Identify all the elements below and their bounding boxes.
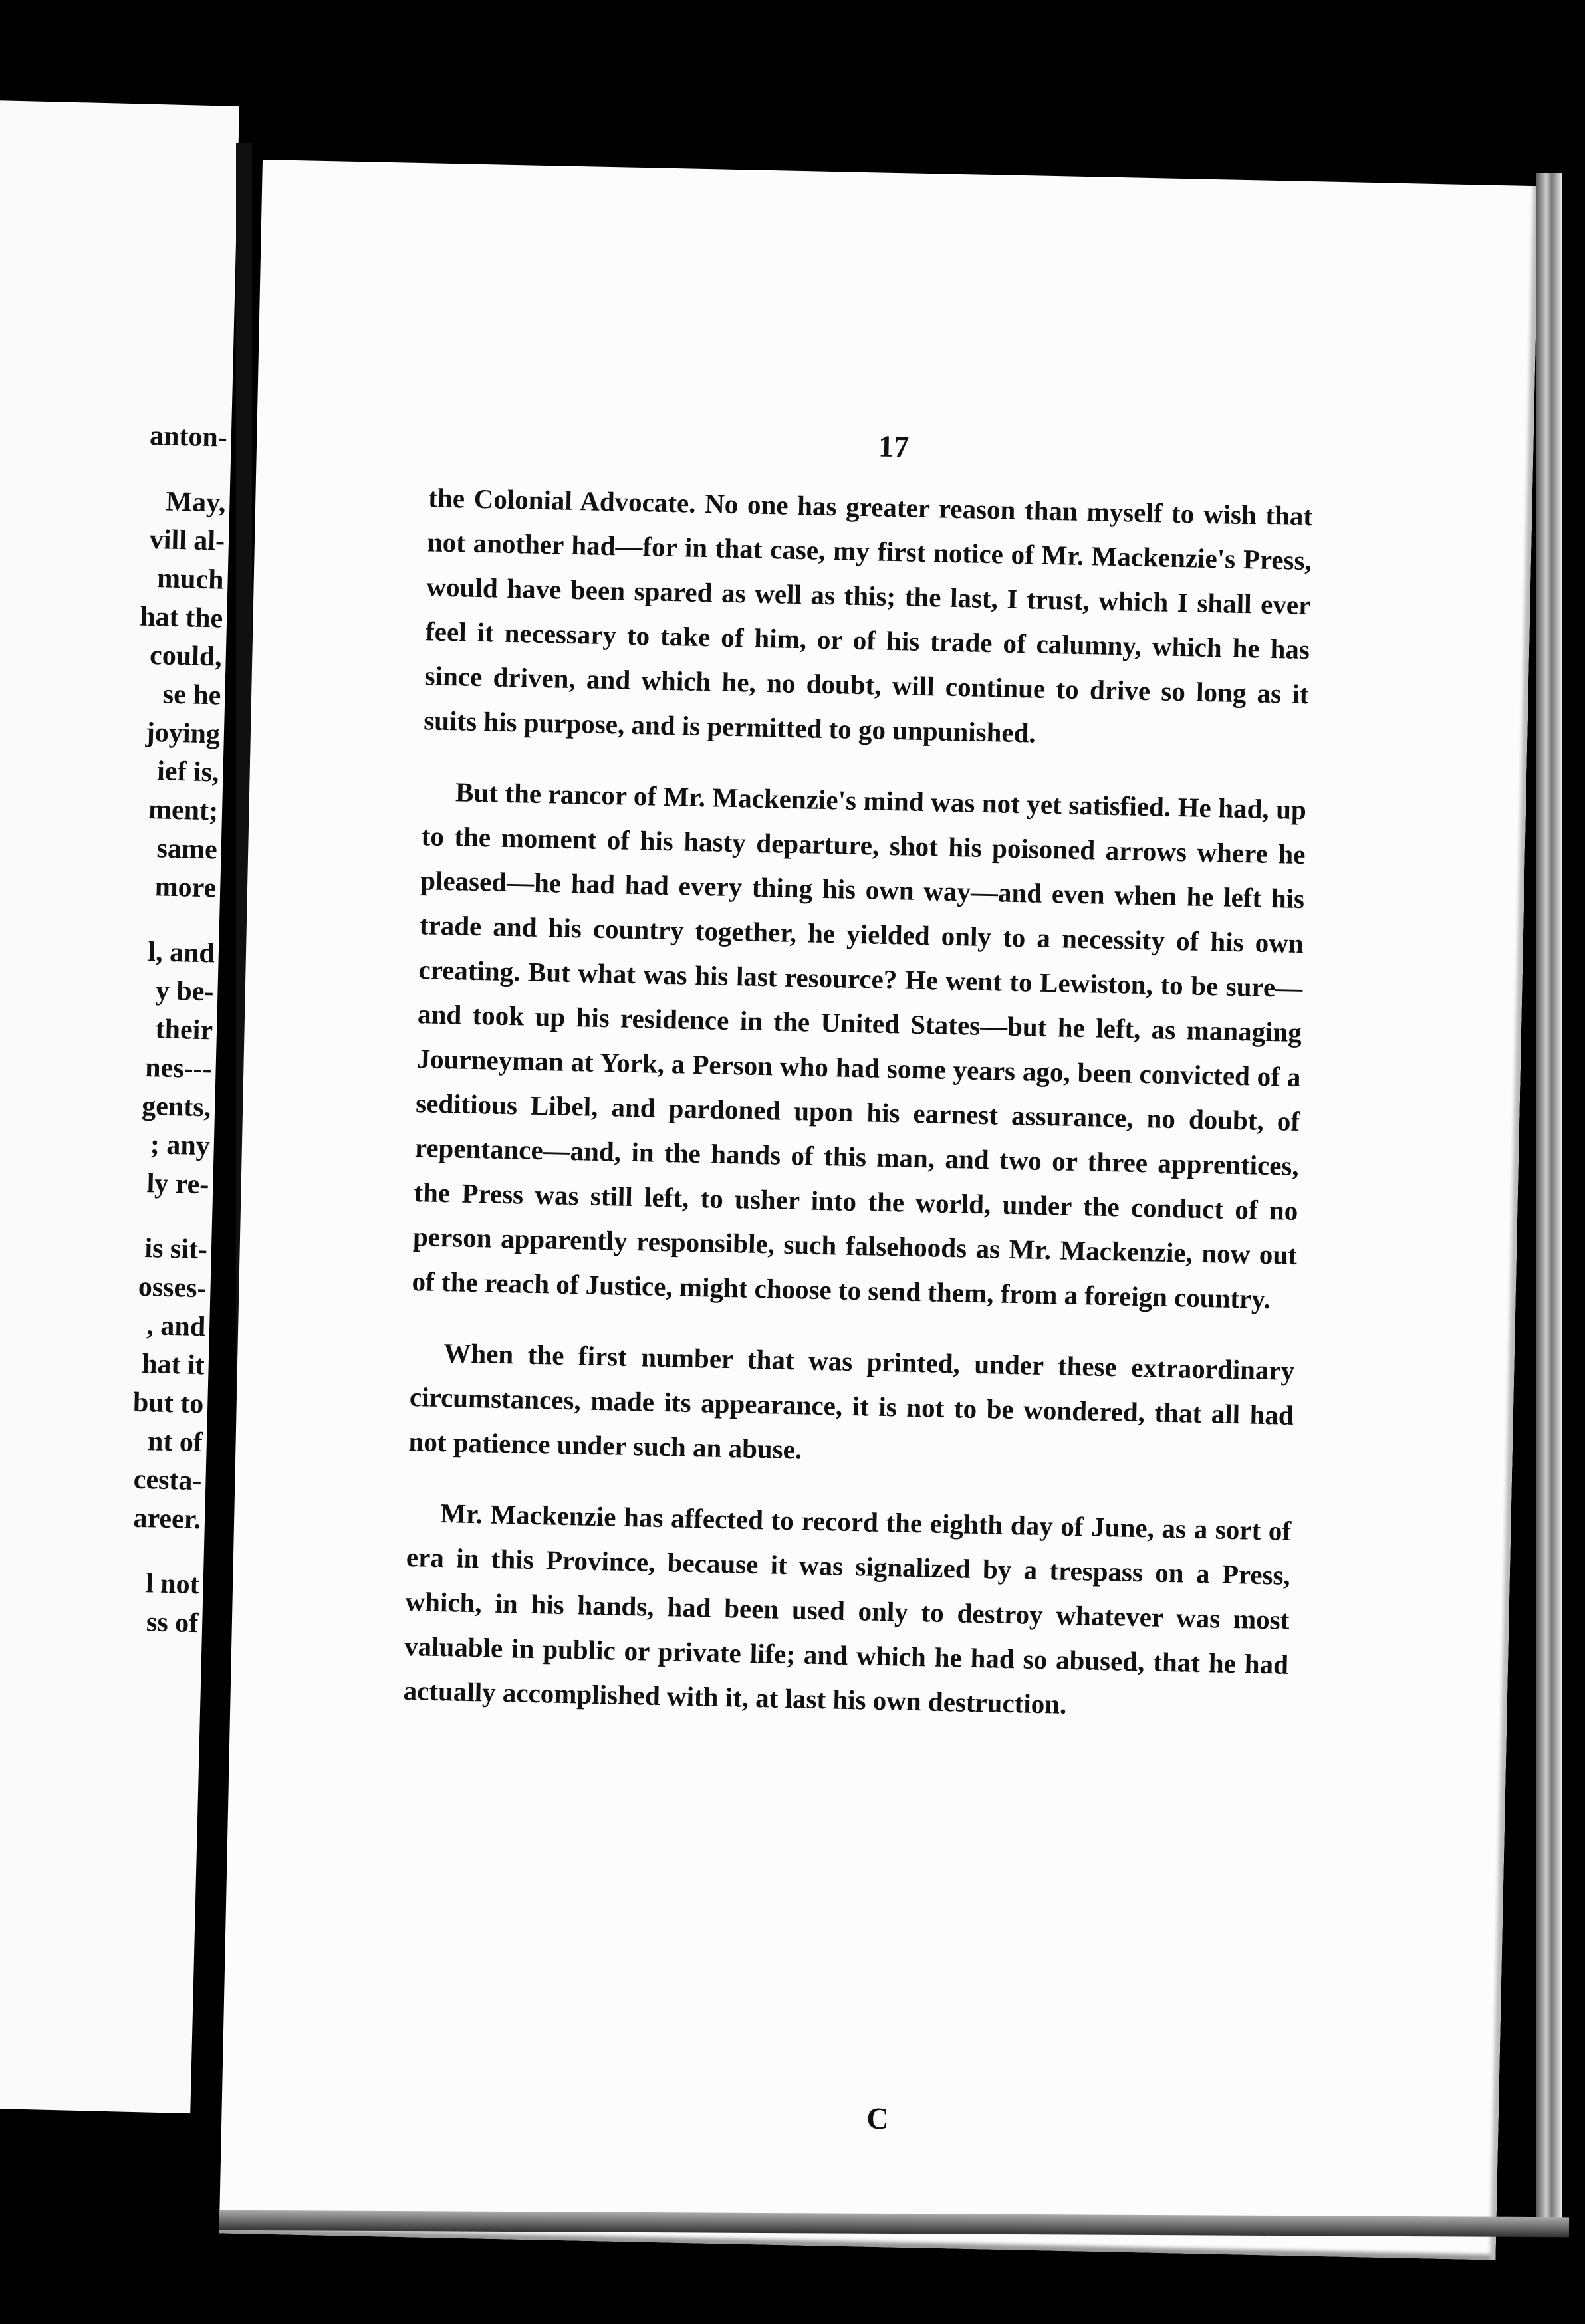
page-body: [402, 475, 1313, 1758]
left-page-text-fragments: [115, 417, 228, 1643]
left-fragment: [132, 905, 216, 934]
left-fragment: ; any: [150, 1129, 211, 1162]
left-fragment: ly re-: [146, 1168, 209, 1201]
left-page: [0, 100, 239, 2113]
left-fragment: areer.: [133, 1502, 201, 1536]
left-fragment: but to: [132, 1387, 204, 1420]
left-fragment: joying: [145, 717, 221, 750]
paragraph-3: When the first number that was printed, under these extraordinary circumstances, made its appearance, it is not to be wondered, that all had not patience under such an abuse.: [408, 1337, 1295, 1465]
left-fragment: se he: [162, 679, 221, 711]
left-fragment: [117, 1537, 201, 1566]
left-fragment: osses-: [138, 1271, 207, 1304]
right-page: [219, 160, 1539, 2260]
page-number: 17: [878, 429, 910, 464]
left-fragment: their: [155, 1014, 213, 1046]
paragraph-2: But the rancor of Mr. Mackenzie's mind was not yet satisfied. He had, up to the moment of his hasty departure, shot his poisoned arrows where he pleased—he had had every thing his own way—and even when he left his trade and his country together, he yielded only to a necessity of his own creating. But what was his last resource? He went to Lewiston, to be sure—and took up his residence in the United States—but he left, as managing Journeyman at York, a Person who had some years ago, been convicted of a seditious Libel, and pardoned upon his earnest assurance, no doubt, of repentance—and, in the hands of this man, and two or three apprentices, the Press was still left, to usher into the world, under the conduct of no person apparently responsible, such falsehoods as Mr. Mackenzie, now out of the reach of Justice, might choose to send them, from a foreign country.: [412, 776, 1307, 1315]
left-fragment: cesta-: [133, 1464, 203, 1497]
paragraph-4: Mr. Mackenzie has affected to record the eighth day of June, as a sort of era in this Province, because it was signalized by a trespass on a Press, which, in his hands, had been used only to destroy whatever was most valuable in public or private life; and which he had so abused, that he had actually accomplished with it, at last his own destruction.: [403, 1498, 1292, 1720]
left-fragment: ss of: [146, 1607, 199, 1639]
left-fragment: [143, 455, 227, 484]
left-fragment: more: [154, 872, 217, 904]
left-fragment: l not: [145, 1568, 200, 1601]
left-fragment: vill al-: [149, 524, 225, 557]
left-fragment: much: [156, 563, 225, 596]
left-fragment: nes---: [144, 1052, 213, 1085]
left-fragment: could,: [149, 639, 223, 673]
left-fragment: hat the: [139, 601, 223, 634]
left-fragment: ief is,: [156, 756, 220, 788]
left-fragment: gents,: [141, 1090, 211, 1123]
left-fragment: ment;: [148, 794, 219, 827]
left-fragment: same: [156, 833, 218, 866]
page-edge: [1536, 173, 1562, 2234]
left-fragment: nt of: [147, 1426, 203, 1458]
left-fragment: hat it: [141, 1348, 205, 1381]
left-fragment: anton-: [149, 420, 228, 453]
left-fragment: is sit-: [144, 1233, 208, 1266]
left-fragment: l, and: [147, 937, 215, 969]
left-fragment: y be-: [155, 975, 214, 1008]
left-fragment: May,: [166, 486, 226, 519]
left-fragment: , and: [146, 1310, 206, 1343]
paragraph-1: the Colonial Advocate. No one has greater reason than myself to wish that not another had—for in that case, my first notice of Mr. Mackenzie's Press, would have been spared as well as this; the last, I trust, which I shall ever feel it necessary to take of him, or of his trade of calumny, which he has since driven, and which he, no doubt, will continue to drive so long as it suits his purpose, and is permitted to go unpunished.: [423, 482, 1313, 749]
left-fragment: [125, 1202, 209, 1230]
signature-mark: C: [866, 2101, 890, 2136]
